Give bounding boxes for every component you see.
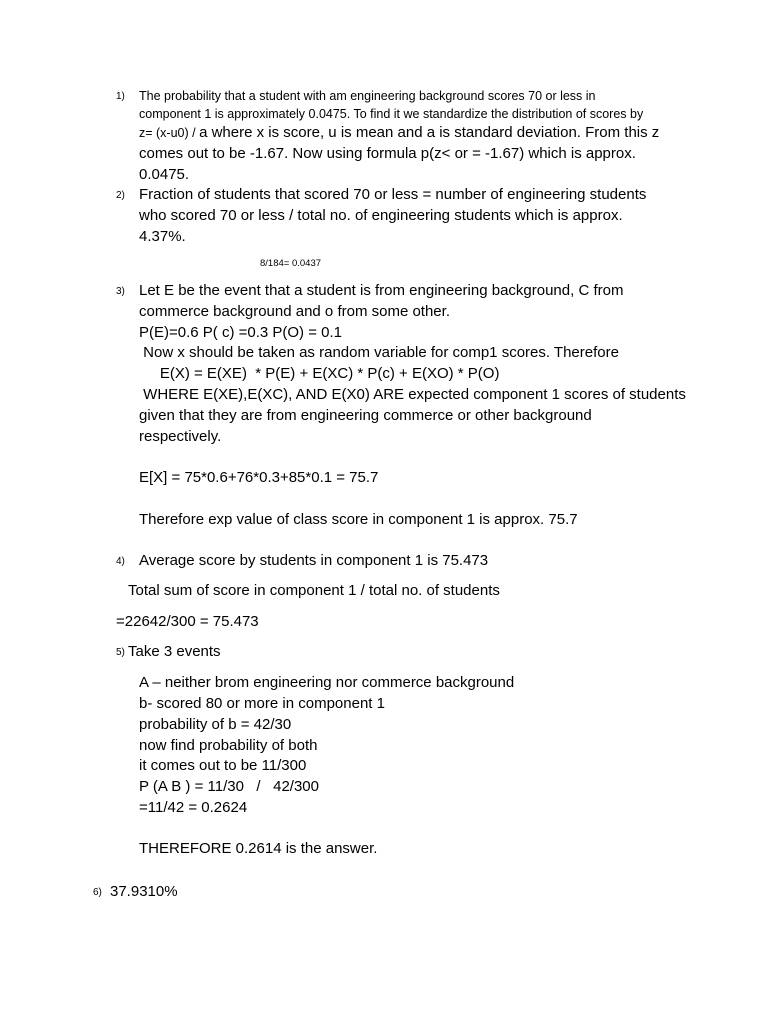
item-4-sub-1: Total sum of score in component 1 / total no. of students [128,582,500,599]
item-1-number: 1) [116,91,125,102]
item-1-line-1: The probability that a student with am engineering background scores 70 or less in [139,89,596,103]
item-1-line-5: 0.0475. [139,166,190,183]
item-1-formula: z= (x-u0) / [139,126,200,140]
item-6-line: 37.9310% [110,883,178,900]
item-5-number: 5) [116,647,125,658]
item-5-line-1: A – neither brom engineering nor commerce background [139,674,515,691]
item-5-line-3: probability of b = 42/30 [139,716,292,733]
item-3-line-3: P(E)=0.6 P( c) =0.3 P(O) = 0.1 [139,324,342,341]
item-5-line-5: it comes out to be 11/300 [139,757,307,774]
item-3-calc: E[X] = 75*0.6+76*0.3+85*0.1 = 75.7 [139,469,379,486]
item-2-note: 8/184= 0.0437 [260,258,322,269]
item-3-conclusion: Therefore exp value of class score in component 1 is approx. 75.7 [139,511,578,528]
item-3-line-7: given that they are from engineering commerce or other background [139,407,592,424]
item-2-line-3: 4.37%. [139,228,186,245]
item-1-line-4: comes out to be -1.67. Now using formula p(z< or = -1.67) which is approx. [139,145,636,162]
item-3-line-2: commerce background and o from some other. [139,303,450,320]
item-4-number: 4) [116,556,125,567]
item-3-line-6: WHERE E(XE),E(XC), AND E(X0) ARE expected component 1 scores of students [139,386,686,403]
item-2-line-1: Fraction of students that scored 70 or less = number of engineering students [139,186,647,203]
item-5-answer: THEREFORE 0.2614 is the answer. [139,840,378,857]
item-5-line-7: =11/42 = 0.2624 [139,799,248,816]
item-3-line-5: E(X) = E(XE) * P(E) + E(XC) * P(c) + E(XO) * P(O) [139,365,500,382]
item-2-number: 2) [116,190,125,201]
item-6-number: 6) [93,887,102,898]
item-1-line-3-rest: a where x is score, u is mean and a is standard deviation. From this z [199,124,660,141]
item-5-line-6: P (A B ) = 11/30 / 42/300 [139,778,319,795]
item-3-line-1: Let E be the event that a student is from engineering background, C from [139,282,624,299]
item-3-line-8: respectively. [139,428,222,445]
item-5-line: Take 3 events [128,643,221,660]
item-5-line-2: b- scored 80 or more in component 1 [139,695,385,712]
item-2-line-2: who scored 70 or less / total no. of engineering students which is approx. [139,207,623,224]
item-3-line-4: Now x should be taken as random variable for comp1 scores. Therefore [139,344,619,361]
item-5-line-4: now find probability of both [139,737,318,754]
item-1-line-2: component 1 is approximately 0.0475. To find it we standardize the distribution of scores by [139,107,644,121]
item-3-number: 3) [116,286,125,297]
item-4-line: Average score by students in component 1 is 75.473 [139,552,489,569]
item-4-sub-2: =22642/300 = 75.473 [116,613,259,630]
item-1-line-3 [139,122,659,144]
